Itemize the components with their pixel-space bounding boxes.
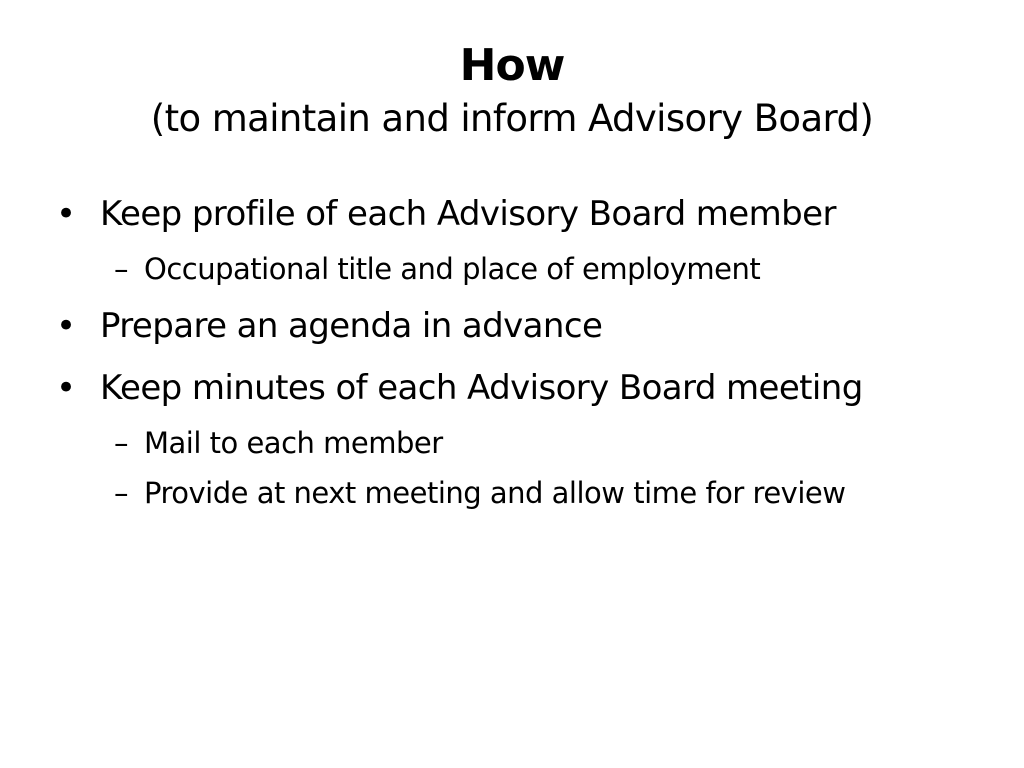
dash-icon: – [114,476,128,510]
title-block [0,38,1024,144]
bullet-list [54,186,994,516]
bullet-text: Prepare an agenda in advance [100,306,603,346]
sub-bullet-text: Mail to each member [144,426,443,460]
sub-bullet-item [54,246,994,292]
bullet-text: Keep profile of each Advisory Board member [100,194,836,234]
sub-bullet-item [54,420,994,466]
sub-bullet-text: Occupational title and place of employment [144,252,761,286]
dash-icon: – [114,426,128,460]
sub-bullet-text: Provide at next meeting and allow time for review [144,476,846,510]
bullet-item [54,186,994,242]
sub-bullet-item [54,470,994,516]
bullet-icon: • [56,368,76,408]
bullet-text: Keep minutes of each Advisory Board meeting [100,368,863,408]
slide-subtitle: (to maintain and inform Advisory Board) [150,97,874,140]
bullet-icon: • [56,194,76,234]
bullet-item [54,360,994,416]
bullet-icon: • [56,306,76,346]
slide-title: How [459,40,565,91]
bullet-item [54,298,994,354]
dash-icon: – [114,252,128,286]
